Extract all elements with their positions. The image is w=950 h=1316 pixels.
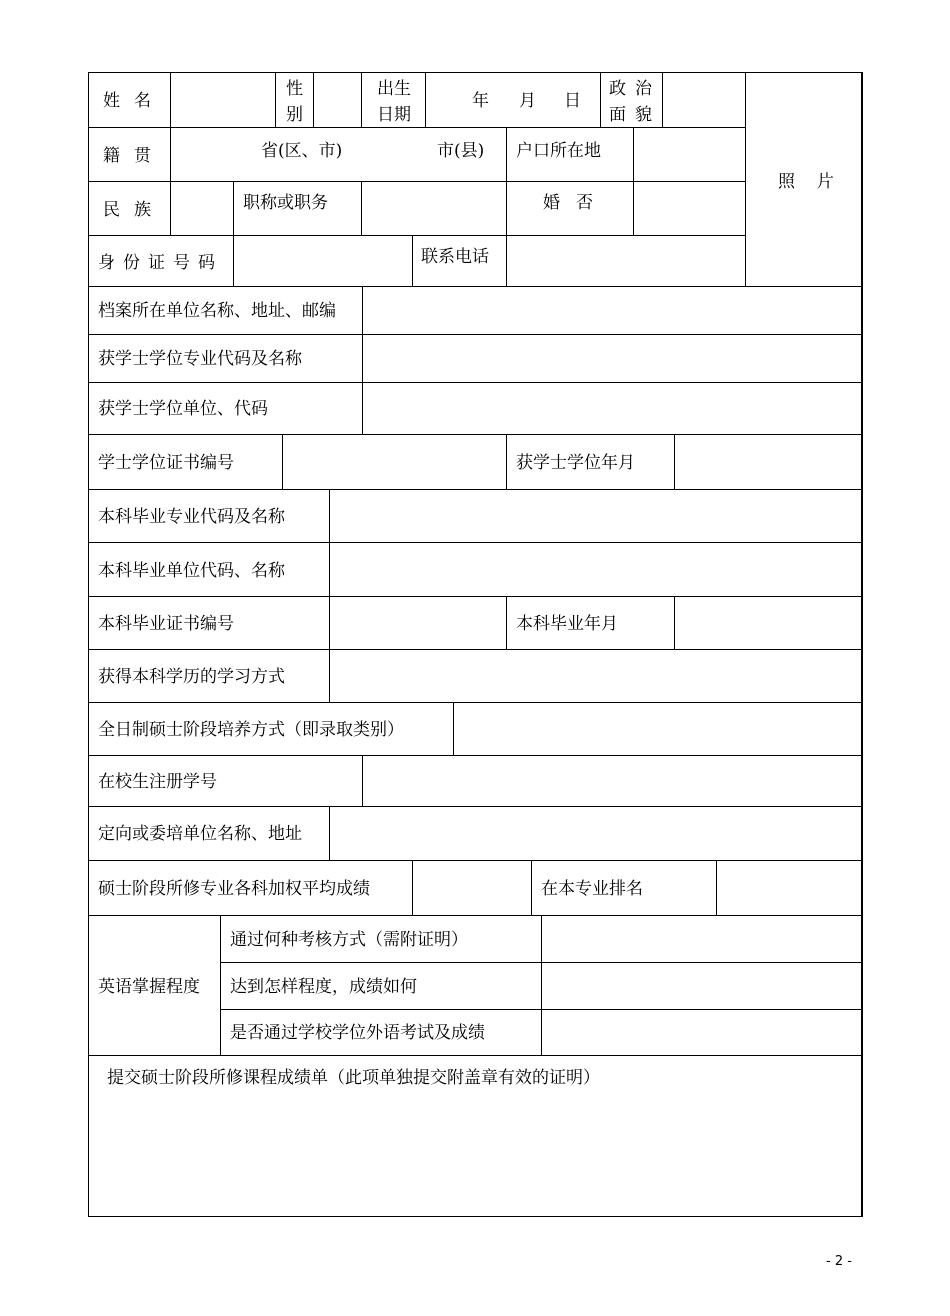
col-divider (329, 806, 330, 861)
hukou-field[interactable] (635, 129, 744, 180)
col-divider (362, 755, 363, 807)
ethnicity-label: 民族 (103, 200, 165, 220)
col-divider (329, 649, 330, 703)
gender-field[interactable] (315, 74, 360, 126)
row-divider (88, 702, 862, 703)
row-divider (88, 382, 862, 383)
transcript-area[interactable] (90, 1095, 860, 1215)
col-divider (506, 434, 507, 490)
undergrad-cert-field[interactable] (331, 598, 505, 648)
month-label: 月 (519, 91, 536, 111)
col-divider (506, 596, 507, 650)
undergrad-unit-label: 本科毕业单位代码、名称 (98, 561, 285, 581)
job-title-label: 职称或职务 (243, 193, 328, 213)
col-divider (170, 181, 171, 236)
phone-label: 联系电话 (421, 247, 489, 267)
col-divider (506, 235, 507, 287)
bachelor-date-label: 获学士学位年月 (516, 453, 635, 473)
province-label: 省(区、市) (261, 141, 343, 161)
name-field[interactable] (172, 74, 274, 126)
gender-label-line1: 性 (286, 79, 303, 99)
col-divider (745, 72, 746, 287)
rank-label: 在本专业排名 (541, 879, 643, 899)
bachelor-major-field[interactable] (364, 336, 860, 381)
id-number-field[interactable] (235, 237, 411, 285)
marital-status-field[interactable] (635, 183, 744, 234)
year-label: 年 (472, 91, 489, 111)
page-number: - 2 - (826, 1254, 852, 1269)
undergrad-major-field[interactable] (331, 491, 860, 541)
col-divider (674, 434, 675, 490)
english-exam-type-field[interactable] (543, 917, 860, 961)
hukou-label: 户口所在地 (516, 141, 601, 161)
col-divider (220, 915, 221, 1056)
col-divider (412, 860, 413, 916)
city-label: 市(县) (437, 141, 485, 161)
day-label: 日 (564, 91, 581, 111)
row-divider (88, 596, 862, 597)
marital-status-label: 婚否 (543, 193, 609, 213)
undergrad-date-field[interactable] (676, 598, 860, 648)
school-english-exam-label: 是否通过学校学位外语考试及成绩 (230, 1023, 485, 1043)
col-divider (170, 127, 171, 182)
archive-unit-label: 档案所在单位名称、地址、邮编 (98, 301, 336, 321)
native-place-label: 籍贯 (103, 146, 165, 166)
english-exam-type-label: 通过何种考核方式（需附证明） (230, 930, 468, 950)
col-divider (282, 434, 283, 490)
birth-label-line1: 出生 (377, 79, 411, 99)
bachelor-date-field[interactable] (676, 436, 860, 488)
row-divider (88, 489, 862, 490)
col-divider (716, 860, 717, 916)
row-divider (88, 235, 745, 236)
row-divider (88, 434, 862, 435)
undergrad-date-label: 本科毕业年月 (516, 614, 618, 634)
col-divider (425, 72, 426, 128)
politics-label-line2: 面貌 (609, 105, 661, 125)
rank-field[interactable] (718, 862, 860, 914)
phone-field[interactable] (508, 237, 744, 285)
table-border-right (861, 72, 863, 1217)
bachelor-major-label: 获学士学位专业代码及名称 (98, 349, 302, 369)
transcript-label: 提交硕士阶段所修课程成绩单（此项单独提交附盖章有效的证明） (107, 1068, 600, 1088)
student-id-label: 在校生注册学号 (98, 772, 217, 792)
col-divider (506, 127, 507, 182)
study-mode-field[interactable] (331, 651, 860, 701)
col-divider (506, 181, 507, 236)
name-label: 姓名 (103, 91, 165, 111)
col-divider (453, 702, 454, 756)
table-border-top (88, 72, 863, 73)
col-divider (170, 72, 171, 128)
job-title-field[interactable] (363, 183, 505, 234)
col-divider (600, 72, 601, 128)
photo-placeholder: 照片 (778, 172, 856, 192)
col-divider (412, 235, 413, 287)
row-divider (88, 334, 862, 335)
row-divider (88, 127, 745, 128)
col-divider (361, 181, 362, 236)
row-divider (88, 181, 745, 182)
ethnicity-field[interactable] (172, 183, 232, 234)
row-divider (88, 915, 862, 916)
school-english-exam-field[interactable] (543, 1011, 860, 1054)
table-border-left (88, 72, 89, 1217)
col-divider (275, 72, 276, 128)
table-border-bottom (88, 1216, 863, 1217)
gpa-field[interactable] (414, 862, 530, 914)
col-divider (674, 596, 675, 650)
row-divider (88, 755, 862, 756)
birth-label-line2: 日期 (377, 105, 411, 125)
bachelor-cert-label: 学士学位证书编号 (98, 453, 234, 473)
politics-label-line1: 政治 (609, 79, 661, 99)
row-divider (88, 542, 862, 543)
col-divider (329, 489, 330, 597)
english-score-label: 达到怎样程度，成绩如何 (230, 977, 417, 997)
col-divider (313, 72, 314, 128)
undergrad-cert-label: 本科毕业证书编号 (98, 614, 234, 634)
col-divider (662, 72, 663, 128)
col-divider (233, 181, 234, 236)
fulltime-mode-field[interactable] (455, 704, 860, 754)
sponsor-unit-field[interactable] (331, 808, 860, 859)
sponsor-unit-label: 定向或委培单位名称、地址 (98, 824, 302, 844)
col-divider (362, 286, 363, 435)
bachelor-cert-field[interactable] (284, 436, 505, 488)
archive-unit-field[interactable] (364, 288, 860, 333)
undergrad-major-label: 本科毕业专业代码及名称 (98, 507, 285, 527)
english-level-label: 英语掌握程度 (98, 977, 200, 997)
row-divider (88, 860, 862, 861)
bachelor-unit-label: 获学士学位单位、代码 (98, 399, 268, 419)
col-divider (633, 127, 634, 182)
col-divider (233, 235, 234, 287)
col-divider (329, 596, 330, 650)
student-id-field[interactable] (364, 757, 860, 805)
study-mode-label: 获得本科学历的学习方式 (98, 667, 285, 687)
bachelor-unit-field[interactable] (364, 384, 860, 433)
fulltime-mode-label: 全日制硕士阶段培养方式（即录取类别） (98, 720, 404, 740)
col-divider (531, 860, 532, 916)
col-divider (361, 72, 362, 128)
row-divider (88, 649, 862, 650)
english-score-field[interactable] (543, 964, 860, 1008)
id-number-label: 身份证号码 (98, 253, 223, 273)
col-divider (541, 915, 542, 1056)
col-divider (633, 181, 634, 236)
row-divider (88, 1055, 862, 1056)
gpa-label: 硕士阶段所修专业各科加权平均成绩 (98, 879, 370, 899)
undergrad-unit-field[interactable] (331, 544, 860, 595)
gender-label-line2: 别 (286, 105, 303, 125)
row-divider (88, 806, 862, 807)
politics-field[interactable] (664, 74, 744, 126)
